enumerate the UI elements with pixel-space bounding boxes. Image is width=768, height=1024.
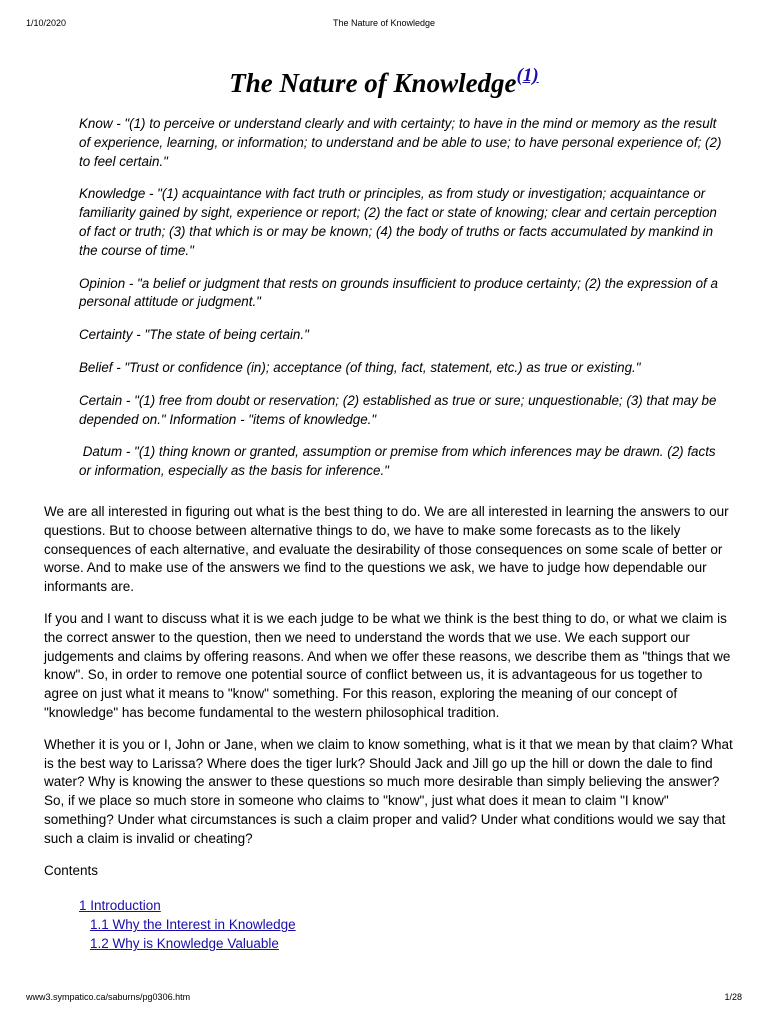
definition-belief: Belief - "Trust or confidence (in); acceptance (of thing, fact, statement, etc.) as true or existing." (79, 359, 641, 375)
contents-heading: Contents (44, 862, 99, 878)
print-date: 1/10/2020 (26, 18, 67, 28)
table-of-contents (44, 896, 734, 953)
main-body (44, 503, 734, 953)
definition-certainty: Certainty - "The state of being certain." (79, 327, 309, 343)
print-page-title: The Nature of Knowledge (332, 18, 436, 28)
toc-link-why-interest[interactable]: 1.1 Why the Interest in Knowledge (90, 917, 296, 933)
page-title-text: The Nature of Knowledge (229, 68, 517, 98)
definition-knowledge: Knowledge - "(1) acquaintance with fact truth or principles, as from study or investigation; acquaintance or familiarity gained by sight, experience or report; (2) the fact or state of knowing; clear and certain perception of fact or truth; (3) that which is or may be known; (4) the body of truths or facts accumulated by mankind in the course of time." (79, 186, 717, 258)
toc-link-why-valuable[interactable]: 1.2 Why is Knowledge Valuable (90, 936, 279, 952)
definitions-block (79, 115, 729, 495)
page-title (0, 56, 768, 103)
footnote-link[interactable]: (1) (516, 65, 539, 86)
definition-opinion: Opinion - "a belief or judgment that rests on grounds insufficient to produce certainty; (2) the expression of a personal attitude or judgment." (79, 275, 718, 310)
definition-certain: Certain - "(1) free from doubt or reservation; (2) established as true or sure; unquestionable; (3) that may be depended on." Information - "items of knowledge." (79, 392, 717, 427)
definition-know: Know - "(1) to perceive or understand clearly and with certainty; to have in the mind or memory as the result of experience, learning, or information; to understand and be able to use; to have personal experience of; (2) to feel certain." (79, 116, 722, 169)
print-page-number: 1/28 (724, 992, 742, 1002)
body-paragraph-3: Whether it is you or I, John or Jane, when we claim to know something, what is it that we mean by that claim? What is the best way to Larissa? Where does the tiger lurk? Should Jack and Jill go up the hill or down the dale to find water? Why is knowing the answer to these questions so much more desirable than simply believing the answer? So, if we place so much store in someone who claims to "know", just what does it mean to claim "I know" something? Under what circumstances is such a claim proper and valid? Under what conditions would we say that such a claim is invalid or cheating? (44, 736, 733, 846)
definition-datum: Datum - "(1) thing known or granted, assumption or premise from which inferences may be drawn. (2) facts or information, especially as the basis for inference." (79, 444, 716, 479)
body-paragraph-2: If you and I want to discuss what it is we each judge to be what we think is the best thing to do, or what we claim is the correct answer to the question, then we need to understand the words that we use. We each support our judgements and claims by offering reasons. And when we offer these reasons, we describe them as "things that we know". So, in order to remove one potential source of conflict between us, it is advantageous for us together to agree on just what it means to "know" something. For this reason, exploring the meaning of our concept of "knowledge" has become fundamental to the western philosophical tradition. (44, 610, 731, 720)
body-paragraph-1: We are all interested in figuring out what is the best thing to do. We are all interested in learning the answers to our questions. But to choose between alternative things to do, we have to make some forecasts as to the likely consequences of each alternative, and evaluate the desirability of those consequences on some scale of better or worse. And to make use of the answers we find to the questions we ask, we have to judge how dependable our informants are. (44, 504, 729, 595)
toc-link-introduction[interactable]: 1 Introduction (79, 898, 161, 914)
print-url: www3.sympatico.ca/saburns/pg0306.htm (26, 992, 191, 1002)
